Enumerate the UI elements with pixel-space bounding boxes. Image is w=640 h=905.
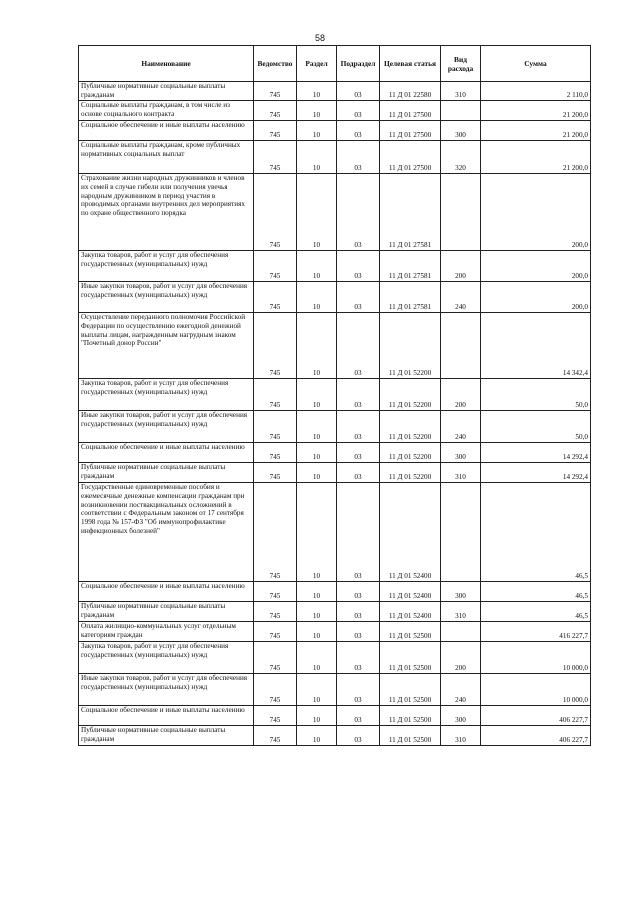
row-expense-type-cell: 240 — [441, 411, 481, 443]
row-expense-type-cell: 320 — [441, 141, 481, 174]
table-row — [79, 379, 591, 411]
row-subsection-cell: 03 — [337, 483, 380, 582]
row-subsection-cell: 03 — [337, 642, 380, 674]
row-department-cell: 745 — [254, 121, 297, 141]
row-section-cell: 10 — [297, 483, 337, 582]
row-expense-type-cell: 200 — [441, 251, 481, 282]
row-expense-type-cell: 310 — [441, 463, 481, 483]
row-subsection-cell: 03 — [337, 706, 380, 726]
row-section-cell: 10 — [297, 443, 337, 463]
row-expense-type-cell: 240 — [441, 282, 481, 313]
row-department-cell: 745 — [254, 706, 297, 726]
table-row — [79, 706, 591, 726]
row-section-cell: 10 — [297, 582, 337, 602]
row-name-cell: Публичные нормативные социальные выплаты гражданам — [79, 82, 254, 101]
row-subsection-cell: 03 — [337, 282, 380, 313]
row-section-cell: 10 — [297, 411, 337, 443]
row-expense-type-cell: 310 — [441, 82, 481, 101]
table-body — [79, 82, 591, 746]
row-target-article-cell: 11 Д 01 27500 — [380, 101, 441, 121]
row-sum-cell: 21 200,0 — [481, 121, 591, 141]
row-name-cell: Социальные выплаты гражданам, кроме публичных нормативных социальных выплат — [79, 141, 254, 174]
table-row — [79, 602, 591, 622]
row-target-article-cell: 11 Д 01 27581 — [380, 251, 441, 282]
row-target-article-cell: 11 Д 01 27581 — [380, 282, 441, 313]
row-expense-type-cell — [441, 483, 481, 582]
row-department-cell: 745 — [254, 642, 297, 674]
row-name-cell: Социальное обеспечение и иные выплаты населению — [79, 706, 254, 726]
row-section-cell: 10 — [297, 174, 337, 251]
row-name-cell: Осуществление переданного полномочия Российской Федерации по осуществлению ежегодной денежной выплаты лицам, награжденным нагрудным знаком "Почетный донор России" — [79, 313, 254, 379]
row-expense-type-cell — [441, 313, 481, 379]
row-target-article-cell: 11 Д 01 27581 — [380, 174, 441, 251]
row-subsection-cell: 03 — [337, 141, 380, 174]
row-name-cell: Публичные нормативные социальные выплаты гражданам — [79, 463, 254, 483]
row-name-cell: Страхование жизни народных дружинников и членов их семей в случае гибели или получения увечья народным дружинником в период участия в проводимых органами внутренних дел мероприятиях по охране общественного порядка — [79, 174, 254, 251]
table-row — [79, 174, 591, 251]
column-header-name: Наименование — [79, 46, 254, 82]
row-sum-cell: 46,5 — [481, 483, 591, 582]
row-section-cell: 10 — [297, 726, 337, 746]
budget-table — [78, 45, 591, 746]
row-target-article-cell: 11 Д 01 52500 — [380, 706, 441, 726]
row-expense-type-cell: 300 — [441, 706, 481, 726]
row-section-cell: 10 — [297, 706, 337, 726]
row-expense-type-cell: 310 — [441, 726, 481, 746]
row-sum-cell: 200,0 — [481, 174, 591, 251]
row-target-article-cell: 11 Д 01 52500 — [380, 642, 441, 674]
row-section-cell: 10 — [297, 313, 337, 379]
row-department-cell: 745 — [254, 82, 297, 101]
row-section-cell: 10 — [297, 251, 337, 282]
row-expense-type-cell: 300 — [441, 443, 481, 463]
row-expense-type-cell: 300 — [441, 582, 481, 602]
row-name-cell: Оплата жилищно-коммунальных услуг отдельным категориям граждан — [79, 622, 254, 642]
row-sum-cell: 50,0 — [481, 411, 591, 443]
column-header-sum: Сумма — [481, 46, 591, 82]
row-target-article-cell: 11 Д 01 52200 — [380, 379, 441, 411]
table-row — [79, 443, 591, 463]
column-header-section: Раздел — [297, 46, 337, 82]
table-row — [79, 82, 591, 101]
row-subsection-cell: 03 — [337, 121, 380, 141]
table-row — [79, 282, 591, 313]
row-name-cell: Закупка товаров, работ и услуг для обеспечения государственных (муниципальных) нужд — [79, 251, 254, 282]
table-row — [79, 141, 591, 174]
row-sum-cell: 50,0 — [481, 379, 591, 411]
row-target-article-cell: 11 Д 01 52200 — [380, 463, 441, 483]
row-section-cell: 10 — [297, 282, 337, 313]
row-name-cell: Государственные единовременные пособия и ежемесячные денежные компенсации гражданам при возникновении поствакцинальных осложнений в соответствии с Федеральным законом от 17 сентября 1998 года № 157-ФЗ "Об иммунопрофилактике инфекционных болезней" — [79, 483, 254, 582]
row-name-cell: Закупка товаров, работ и услуг для обеспечения государственных (муниципальных) нужд — [79, 642, 254, 674]
row-expense-type-cell: 310 — [441, 602, 481, 622]
row-target-article-cell: 11 Д 01 52200 — [380, 313, 441, 379]
row-department-cell: 745 — [254, 602, 297, 622]
row-target-article-cell: 11 Д 01 52500 — [380, 622, 441, 642]
row-subsection-cell: 03 — [337, 602, 380, 622]
row-name-cell: Социальное обеспечение и иные выплаты населению — [79, 121, 254, 141]
row-name-cell: Социальные выплаты гражданам, в том числе из основе социального контракта — [79, 101, 254, 121]
row-subsection-cell: 03 — [337, 582, 380, 602]
row-expense-type-cell: 200 — [441, 379, 481, 411]
row-department-cell: 745 — [254, 101, 297, 121]
table-row — [79, 101, 591, 121]
row-sum-cell: 21 200,0 — [481, 141, 591, 174]
row-department-cell: 745 — [254, 282, 297, 313]
row-name-cell: Публичные нормативные социальные выплаты гражданам — [79, 602, 254, 622]
row-sum-cell: 14 292,4 — [481, 443, 591, 463]
column-header-department: Ведомство — [254, 46, 297, 82]
row-sum-cell: 416 227,7 — [481, 622, 591, 642]
row-target-article-cell: 11 Д 01 52400 — [380, 483, 441, 582]
row-sum-cell: 10 000,0 — [481, 674, 591, 706]
table-row — [79, 622, 591, 642]
row-subsection-cell: 03 — [337, 622, 380, 642]
row-sum-cell: 14 342,4 — [481, 313, 591, 379]
row-subsection-cell: 03 — [337, 463, 380, 483]
row-section-cell: 10 — [297, 642, 337, 674]
row-subsection-cell: 03 — [337, 726, 380, 746]
row-name-cell: Иные закупки товаров, работ и услуг для обеспечения государственных (муниципальных) нужд — [79, 411, 254, 443]
row-department-cell: 745 — [254, 463, 297, 483]
row-name-cell: Иные закупки товаров, работ и услуг для обеспечения государственных (муниципальных) нужд — [79, 282, 254, 313]
row-section-cell: 10 — [297, 379, 337, 411]
row-target-article-cell: 11 Д 01 52500 — [380, 726, 441, 746]
row-sum-cell: 10 000,0 — [481, 642, 591, 674]
row-name-cell: Иные закупки товаров, работ и услуг для обеспечения государственных (муниципальных) нужд — [79, 674, 254, 706]
row-department-cell: 745 — [254, 582, 297, 602]
row-section-cell: 10 — [297, 121, 337, 141]
row-department-cell: 745 — [254, 411, 297, 443]
table-row — [79, 411, 591, 443]
row-target-article-cell: 11 Д 01 52500 — [380, 674, 441, 706]
table-row — [79, 251, 591, 282]
row-subsection-cell: 03 — [337, 411, 380, 443]
row-department-cell: 745 — [254, 674, 297, 706]
row-sum-cell: 406 227,7 — [481, 706, 591, 726]
table-row — [79, 463, 591, 483]
row-section-cell: 10 — [297, 602, 337, 622]
row-sum-cell: 406 227,7 — [481, 726, 591, 746]
row-department-cell: 745 — [254, 313, 297, 379]
row-section-cell: 10 — [297, 101, 337, 121]
row-department-cell: 745 — [254, 379, 297, 411]
row-sum-cell: 46,5 — [481, 602, 591, 622]
row-expense-type-cell: 240 — [441, 674, 481, 706]
row-target-article-cell: 11 Д 01 22580 — [380, 82, 441, 101]
row-name-cell: Публичные нормативные социальные выплаты гражданам — [79, 726, 254, 746]
row-sum-cell: 200,0 — [481, 282, 591, 313]
column-header-expense-type: Вид расхода — [441, 46, 481, 82]
row-sum-cell: 200,0 — [481, 251, 591, 282]
row-subsection-cell: 03 — [337, 379, 380, 411]
row-department-cell: 745 — [254, 141, 297, 174]
table-row — [79, 121, 591, 141]
row-subsection-cell: 03 — [337, 174, 380, 251]
row-section-cell: 10 — [297, 82, 337, 101]
row-department-cell: 745 — [254, 251, 297, 282]
row-sum-cell: 21 200,0 — [481, 101, 591, 121]
row-section-cell: 10 — [297, 674, 337, 706]
row-department-cell: 745 — [254, 726, 297, 746]
row-expense-type-cell — [441, 622, 481, 642]
row-subsection-cell: 03 — [337, 101, 380, 121]
table-row — [79, 674, 591, 706]
row-department-cell: 745 — [254, 622, 297, 642]
row-target-article-cell: 11 Д 01 52200 — [380, 411, 441, 443]
column-header-target-article: Целевая статья — [380, 46, 441, 82]
row-subsection-cell: 03 — [337, 443, 380, 463]
row-target-article-cell: 11 Д 01 52400 — [380, 602, 441, 622]
row-name-cell: Социальное обеспечение и иные выплаты населению — [79, 443, 254, 463]
row-sum-cell: 2 110,0 — [481, 82, 591, 101]
table-row — [79, 582, 591, 602]
row-expense-type-cell — [441, 174, 481, 251]
table-row — [79, 483, 591, 582]
page-number: 58 — [314, 33, 325, 43]
row-department-cell: 745 — [254, 174, 297, 251]
row-subsection-cell: 03 — [337, 674, 380, 706]
row-target-article-cell: 11 Д 01 27500 — [380, 141, 441, 174]
row-subsection-cell: 03 — [337, 251, 380, 282]
table-row — [79, 642, 591, 674]
row-target-article-cell: 11 Д 01 27500 — [380, 121, 441, 141]
row-expense-type-cell: 200 — [441, 642, 481, 674]
row-target-article-cell: 11 Д 01 52200 — [380, 443, 441, 463]
table-header-row — [79, 46, 591, 82]
row-expense-type-cell — [441, 101, 481, 121]
table-row — [79, 313, 591, 379]
row-sum-cell: 14 292,4 — [481, 463, 591, 483]
row-section-cell: 10 — [297, 141, 337, 174]
column-header-subsection: Подраздел — [337, 46, 380, 82]
row-department-cell: 745 — [254, 443, 297, 463]
row-expense-type-cell: 300 — [441, 121, 481, 141]
row-name-cell: Закупка товаров, работ и услуг для обеспечения государственных (муниципальных) нужд — [79, 379, 254, 411]
row-section-cell: 10 — [297, 622, 337, 642]
row-department-cell: 745 — [254, 483, 297, 582]
row-subsection-cell: 03 — [337, 82, 380, 101]
row-section-cell: 10 — [297, 463, 337, 483]
table-row — [79, 726, 591, 746]
row-target-article-cell: 11 Д 01 52400 — [380, 582, 441, 602]
row-subsection-cell: 03 — [337, 313, 380, 379]
row-sum-cell: 46,5 — [481, 582, 591, 602]
row-name-cell: Социальное обеспечение и иные выплаты населению — [79, 582, 254, 602]
